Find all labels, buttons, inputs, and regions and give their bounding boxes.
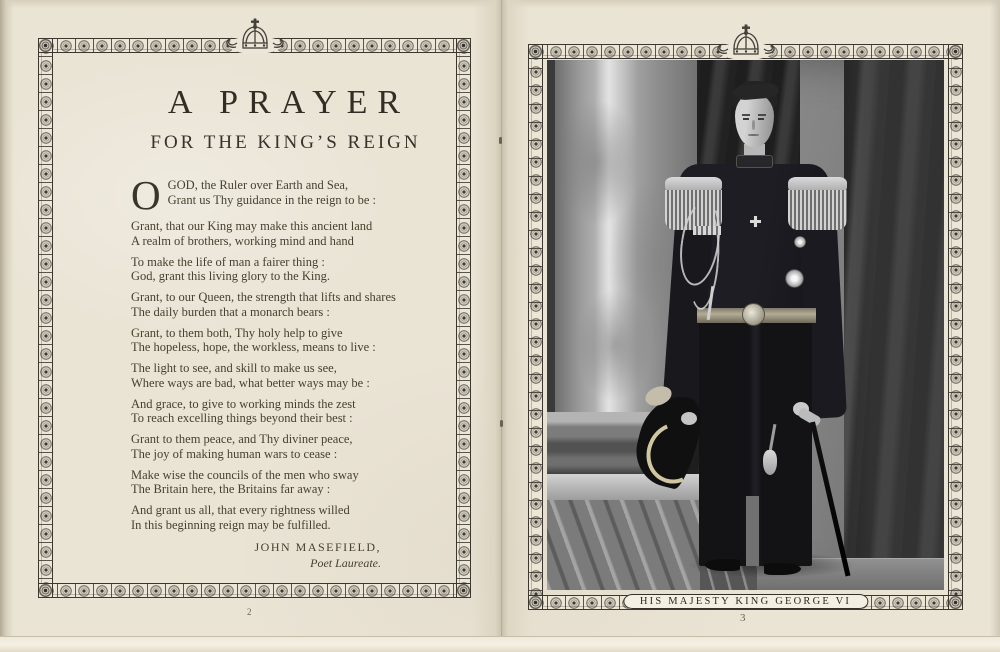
frame-corner-rosette — [528, 44, 543, 59]
poem-stanza — [131, 397, 437, 426]
book-fold-line — [501, 0, 502, 638]
nose-shadow — [752, 120, 755, 130]
frame-border-bottom — [38, 583, 471, 598]
frame-corner-rosette — [528, 595, 543, 610]
crown-ornament-icon — [714, 23, 778, 66]
page-left-edge — [0, 0, 14, 652]
crown-ornament-icon — [223, 17, 287, 60]
poem-line: The daily burden that a monarch bears : — [131, 304, 330, 319]
poem-line: The Britain here, the Britains far away : — [131, 482, 331, 496]
page-title: A PRAYER — [167, 84, 411, 121]
poem-stanza — [131, 172, 437, 218]
binding-stitch — [499, 137, 502, 144]
poem-line: The light to see, and skill to make us see, — [131, 361, 337, 375]
left-page-ornate-frame — [38, 38, 471, 598]
dropcap-lines — [168, 178, 376, 207]
poem-stanzas — [131, 172, 437, 532]
poem-stanza — [131, 503, 437, 532]
leg-gap — [746, 496, 759, 566]
left-page-number: 2 — [247, 607, 252, 617]
photo-caption: HIS MAJESTY KING GEORGE VI — [623, 594, 868, 609]
poem-line: Make wise the councils of the men who sway — [131, 467, 359, 482]
poem-stanza — [131, 290, 437, 319]
poem-line: Grant, to them both, Thy holy help to give — [131, 325, 343, 340]
frame-border-left — [38, 38, 53, 598]
poem-line: In this beginning reign may be fulfilled. — [131, 517, 331, 532]
binding-stitch — [500, 420, 503, 427]
frame-corner-rosette — [38, 38, 53, 53]
frame-border-right — [948, 44, 963, 610]
poem-line: God, grant this living glory to the King. — [131, 269, 330, 283]
poem-stanza — [131, 255, 437, 284]
poem-stanza — [131, 468, 437, 497]
poem-line: Grant us Thy guidance in the reign to be : — [167, 192, 377, 207]
poem-line: A realm of brothers, working mind and hand — [131, 233, 354, 248]
author-role: Poet Laureate. — [310, 556, 381, 570]
belt-buckle — [743, 304, 764, 325]
right-page-number: 3 — [740, 612, 746, 624]
poem-line: Grant to them peace, and Thy diviner peace, — [131, 432, 353, 446]
page-bottom-edge — [0, 636, 1000, 652]
shoe — [705, 559, 740, 571]
shoe — [764, 563, 801, 575]
frame-border-right — [456, 38, 471, 598]
poem-line: GOD, the Ruler over Earth and Sea, — [167, 178, 349, 192]
curtain — [844, 60, 944, 568]
poem-line: The joy of making human wars to cease : — [131, 446, 338, 461]
mouth — [748, 134, 759, 136]
breast-star — [794, 236, 806, 248]
poem-line: Grant, that our King may make this ancient land — [131, 219, 373, 233]
uniform-collar — [736, 155, 773, 168]
frame-corner-rosette — [456, 583, 471, 598]
poem-line: Where ways are bad, what better ways may be : — [131, 375, 370, 390]
eyebrow — [758, 114, 766, 116]
frame-corner-rosette — [38, 583, 53, 598]
dropcap-letter: O — [131, 172, 161, 218]
poem-line: To make the life of man a fairer thing : — [131, 254, 325, 269]
poem-line: The hopeless, hope, the workless, means to live : — [131, 340, 376, 354]
frame-corner-rosette — [948, 44, 963, 59]
king-george-vi-photo — [547, 60, 944, 590]
frame-corner-rosette — [948, 595, 963, 610]
poem-line: And grant us all, that every rightness willed — [131, 503, 350, 517]
page-subtitle: FOR THE KING’S REIGN — [150, 132, 421, 153]
sword-knot-tassel — [763, 450, 777, 475]
poem-stanza — [131, 326, 437, 355]
poem-stanza — [131, 219, 437, 248]
poem-line: And grace, to give to working minds the zest — [131, 396, 356, 411]
poem-stanza — [131, 432, 437, 461]
marble-plinth-front — [547, 500, 700, 590]
frame-corner-rosette — [456, 38, 471, 53]
prayer-page-content — [131, 84, 437, 571]
poem-signature — [131, 540, 437, 571]
eyebrow — [742, 114, 750, 116]
right-page-ornate-frame — [528, 44, 963, 610]
breast-star — [785, 269, 804, 288]
author-name: JOHN MASEFIELD, — [254, 540, 381, 554]
hand — [681, 412, 697, 425]
medal-ribbon-bar — [693, 226, 721, 235]
poem-line: To reach excelling things beyond their best : — [131, 411, 353, 425]
epaulette-fringe — [788, 190, 847, 230]
page-right-edge — [990, 0, 1000, 652]
poem-stanza — [131, 361, 437, 390]
eye — [743, 118, 749, 120]
frame-border-left — [528, 44, 543, 610]
eye — [758, 118, 764, 120]
poem-line: Grant, to our Queen, the strength that lifts and shares — [131, 290, 396, 304]
